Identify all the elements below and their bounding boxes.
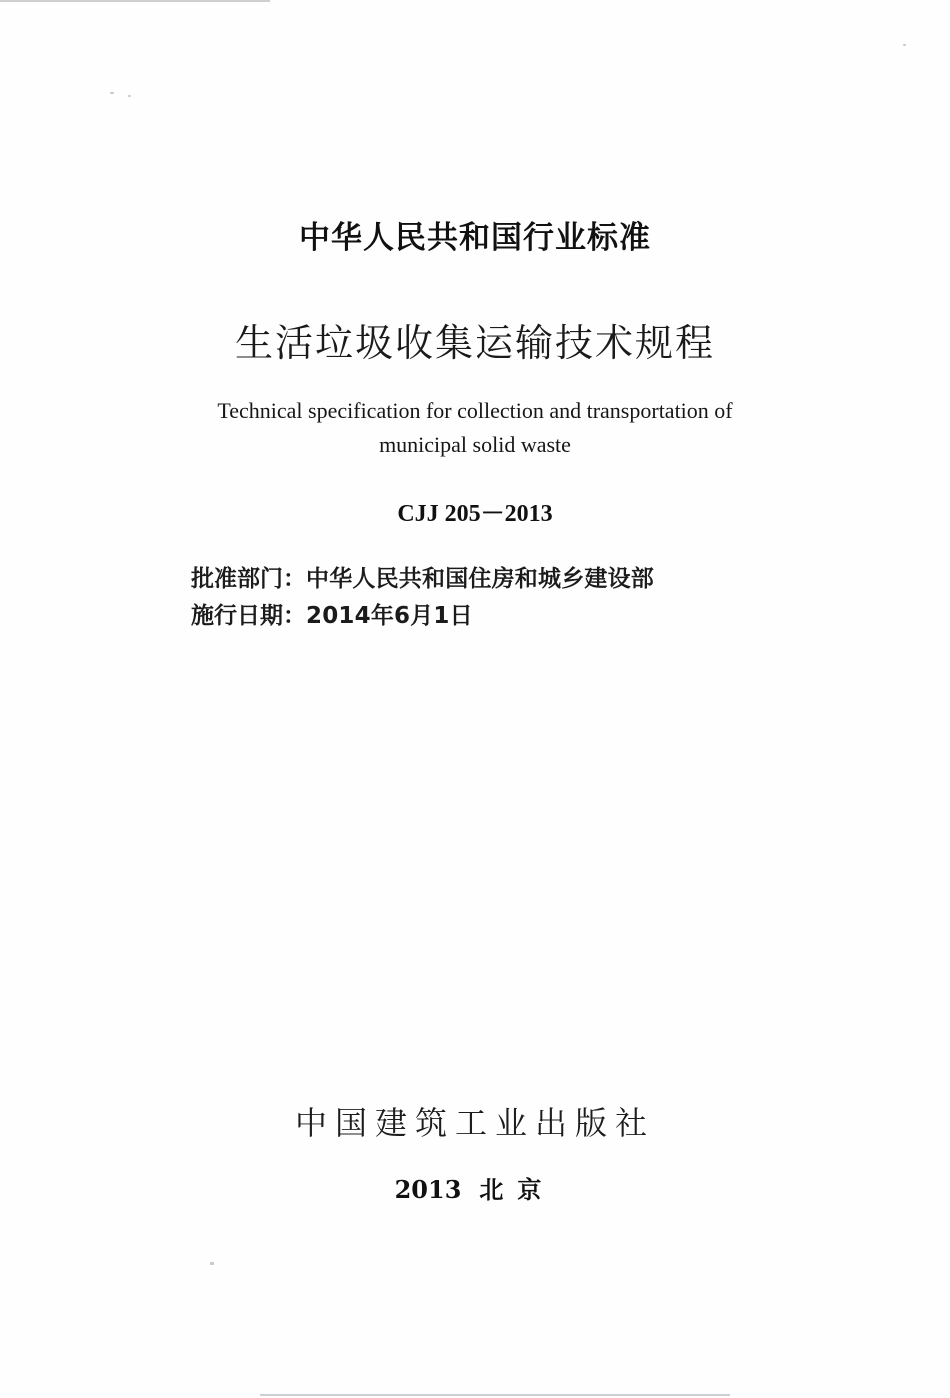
standard-category: 中华人民共和国行业标准 [299, 220, 651, 256]
standard-code: CJJ 205－2013 [397, 501, 553, 527]
scan-speck [210, 1262, 214, 1265]
scan-edge-bottom [260, 1394, 730, 1396]
scan-speck [110, 92, 114, 94]
approval-department-row [191, 560, 751, 593]
effective-date-label: 施行日期： [191, 603, 306, 629]
scan-speck [128, 95, 131, 97]
document-title-chinese: 生活垃圾收集运输技术规程 [234, 321, 715, 365]
approval-department-value: 中华人民共和国住房和城乡建设部 [306, 566, 654, 592]
document-title-english-line2: municipal solid waste [379, 432, 571, 457]
publication-year: 2013 [394, 1175, 462, 1204]
approval-department-label: 批准部门： [191, 566, 306, 592]
document-title-english-line1: Technical specification for collection and transportation of [217, 398, 733, 423]
publication-city: 北京 [479, 1176, 556, 1204]
scan-speck [903, 44, 906, 46]
publication-imprint [0, 1170, 950, 1205]
scan-edge-top [0, 0, 270, 2]
effective-date-row [191, 597, 751, 630]
document-title-english [0, 394, 950, 462]
publisher-name: 中国建筑工业出版社 [294, 1104, 655, 1142]
effective-date-value: 2014年6月1日 [306, 603, 473, 629]
